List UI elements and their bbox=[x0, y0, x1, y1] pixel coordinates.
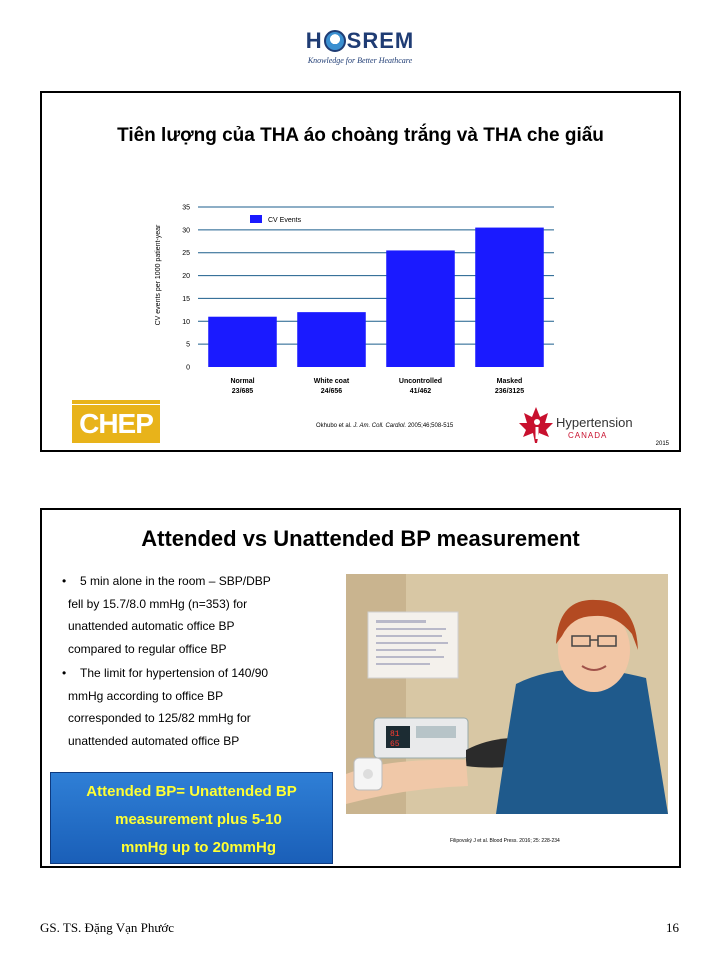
y-tick-label: 5 bbox=[186, 341, 190, 349]
slide2-title: Attended vs Unattended BP measurement bbox=[141, 526, 580, 551]
chep-logo: CHEP bbox=[72, 405, 160, 443]
y-tick-label: 10 bbox=[182, 318, 190, 326]
bar-masked bbox=[475, 228, 544, 367]
bullet-list: • 5 min alone in the room – SBP/DBP fell by 15.7/8.0 mmHg (n=353) for unattended automatic office BP compared to regular office BP • The limit for hypertension of 140/90 mmHg according to office BP corresponded to 125/82 mmHg for unattended automated office BP bbox=[58, 570, 348, 752]
hypertension-canada-logo: Hypertension CANADA bbox=[516, 405, 656, 445]
bp-measurement-photo bbox=[346, 574, 668, 814]
photo-illustration bbox=[346, 574, 668, 814]
bar-uncontrolled bbox=[386, 250, 455, 367]
legend-label: CV Events bbox=[268, 217, 302, 224]
x-tick-label: White coat bbox=[313, 378, 350, 385]
maple-leaf-icon bbox=[516, 405, 556, 445]
legend-swatch bbox=[250, 215, 262, 223]
slide-attended-vs-unattended bbox=[40, 508, 681, 868]
y-tick-label: 15 bbox=[182, 295, 190, 303]
x-tick-sublabel: 236/3125 bbox=[494, 388, 525, 395]
y-axis-label: CV events per 1000 patient-year bbox=[155, 224, 162, 326]
x-tick-sublabel: 41/462 bbox=[409, 388, 432, 395]
logo-tagline: Knowledge for Better Heathcare bbox=[307, 56, 413, 65]
cv-events-bar-chart bbox=[42, 93, 679, 450]
y-tick-label: 20 bbox=[182, 273, 190, 281]
slide1-year: 2015 bbox=[655, 441, 669, 447]
globe-icon bbox=[324, 30, 346, 52]
slide1-citation: Okhubo et al. J. Am. Coll. Cardiol. 2005;46;508-515 bbox=[316, 423, 454, 429]
y-tick-label: 30 bbox=[182, 227, 190, 235]
hosrem-logo bbox=[290, 28, 430, 65]
x-tick-label: Masked bbox=[496, 378, 523, 385]
slide-prognosis bbox=[40, 91, 681, 452]
x-tick-label: Uncontrolled bbox=[398, 378, 443, 385]
bar-normal bbox=[208, 317, 277, 367]
logo-wordmark: H SREM bbox=[305, 28, 415, 53]
x-tick-sublabel: 24/656 bbox=[320, 388, 343, 395]
slide1-title: Tiên lượng của THA áo choàng trắng và THA che giấu bbox=[117, 125, 604, 146]
y-tick-label: 35 bbox=[182, 204, 190, 212]
y-tick-label: 25 bbox=[182, 250, 190, 258]
y-tick-label: 0 bbox=[186, 364, 190, 372]
footer-author: GS. TS. Đặng Vạn Phước bbox=[40, 920, 175, 935]
bullet-item: • The limit for hypertension of 140/90 bbox=[62, 666, 269, 680]
svg-text:65: 65 bbox=[390, 740, 400, 749]
bar-white-coat bbox=[297, 312, 366, 367]
slide2-citation: Filipovský J et al. Blood Press. 2016; 25: 228-234 bbox=[450, 838, 560, 844]
svg-text:81: 81 bbox=[390, 730, 400, 739]
x-tick-label: Normal bbox=[230, 378, 255, 385]
page-number: 16 bbox=[666, 920, 679, 935]
x-tick-sublabel: 23/685 bbox=[231, 388, 254, 395]
chep-logo-bar bbox=[72, 400, 160, 404]
callout-box: Attended BP= Unattended BP measurement plus 5-10 mmHg up to 20mmHg bbox=[50, 772, 333, 864]
bullet-item: • 5 min alone in the room – SBP/DBP bbox=[62, 574, 271, 588]
